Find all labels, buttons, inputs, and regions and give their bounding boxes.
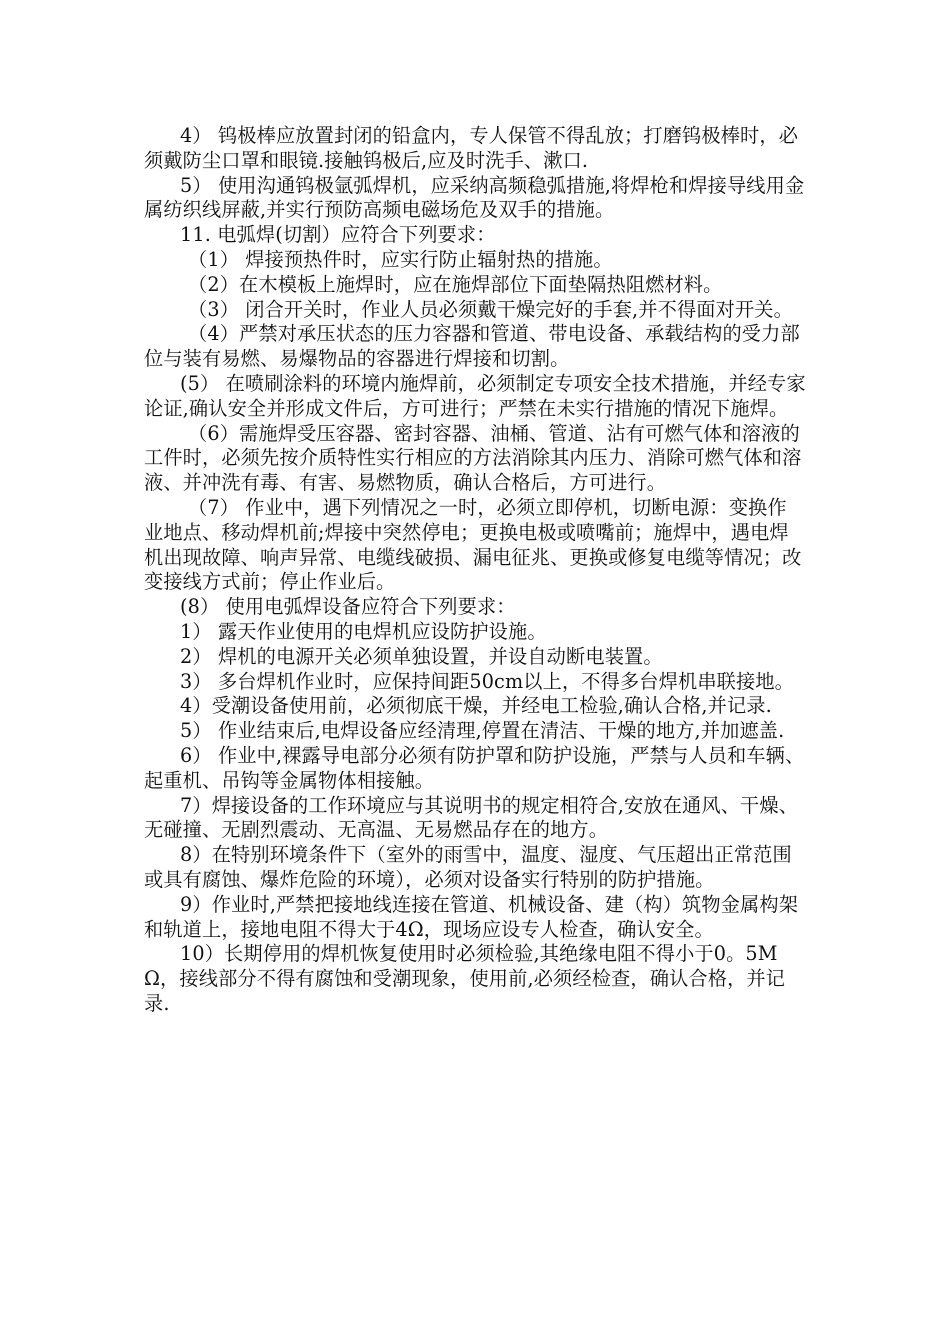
paragraph-item-1-preheat: （1） 焊接预热件时，应实行防止辐射热的措施。 xyxy=(188,247,613,271)
paragraph-item-2-wood-formwork: （2）在木模板上施焊时，应在施焊部位下面垫隔热阻燃材料。 xyxy=(188,272,723,296)
paragraph-item-4-tungsten: 4） 钨极棒应放置封闭的铅盒内，专人保管不得乱放；打磨钨极棒时，必须戴防尘口罩和眼镜.接触钨极后,应及时洗手、漱口. xyxy=(144,124,799,172)
paragraph-item-4-pressure-vessel: （4）严禁对承压状态的压力容器和管道、带电设备、承载结构的受力部位与装有易燃、易爆物品的容器进行焊接和切割。 xyxy=(144,322,800,371)
paragraph-sub-2-power-switch: 2） 焊机的电源开关必须单独设置，并设自动断电装置。 xyxy=(180,644,663,668)
paragraph-item-6-sealed-container: （6）需施焊受压容器、密封容器、油桶、管道、沾有可燃气体和溶液的工件时，必须先按介质特性实行相应的方法消除其内压力、消除可燃气体和溶液、并冲洗有毒、有害、易燃物质，确认合格后，方可进行。 xyxy=(144,421,802,495)
paragraph-sub-1-outdoor: 1） 露天作业使用的电焊机应设防护设施。 xyxy=(180,619,547,643)
paragraph-item-5-coating: (5） 在喷刷涂料的环境内施焊前，必须制定专项安全技术措施，并经专家论证,确认安全并形成文件后，方可进行；严禁在未实行措施的情况下施焊。 xyxy=(144,371,806,420)
paragraph-sub-9-grounding: 9）作业时,严禁把接地线连接在管道、机械设备、建（构）筑物金属构架和轨道上，接地电阻不得大于4Ω，现场应设专人检查，确认安全。 xyxy=(144,892,799,941)
paragraph-sub-5-cleanup: 5） 作业结束后,电焊设备应经清理,停置在清洁、干燥的地方,并加遮盖. xyxy=(180,719,785,743)
section-heading-11: 11. 电弧焊(切割）应符合下列要求： xyxy=(180,223,496,247)
paragraph-item-5-argon-arc: 5） 使用沟通钨极氩弧焊机，应采纳高频稳弧措施,将焊枪和焊接导线用金属纺织线屏蔽,并实行预防高频电磁场危及双手的措施。 xyxy=(144,173,805,222)
paragraph-sub-10-long-idle: 10）长期停用的焊机恢复使用时必须检验,其绝缘电阻不得小于0。5MΩ，接线部分不得有腐蚀和受潮现象，使用前,必须经检查，确认合格，并记录. xyxy=(144,942,786,1015)
document-page xyxy=(144,124,806,1017)
paragraph-sub-7-environment: 7）焊接设备的工作环境应与其说明书的规定相符合,安放在通风、干燥、无碰撞、无剧烈震动、无高温、无易燃品存在的地方。 xyxy=(144,793,799,842)
paragraph-sub-3-spacing: 3） 多台焊机作业时，应保持间距50cm以上，不得多台焊机串联接地。 xyxy=(180,669,795,693)
paragraph-sub-4-damp: 4）受潮设备使用前，必须彻底干燥，并经电工检验,确认合格,并记录. xyxy=(180,694,772,718)
paragraph-item-7-stop-machine: （7） 作业中，遇下列情况之一时，必须立即停机，切断电源：变换作业地点、移动焊机前;焊接中突然停电；更换电极或喷嘴前；施焊中，遇电焊机出现故障、响声异常、电缆线破损、漏电征兆、更换或修复电缆等情况；改变接线方式前；停止作业后。 xyxy=(144,495,802,594)
paragraph-item-8-equipment: (8） 使用电弧焊设备应符合下列要求： xyxy=(180,595,516,619)
paragraph-sub-8-special-conditions: 8）在特别环境条件下（室外的雨雪中，温度、湿度、气压超出正常范围或具有腐蚀、爆炸危险的环境），必须对设备实行特别的防护措施。 xyxy=(144,843,792,891)
paragraph-sub-6-exposed-parts: 6） 作业中,裸露导电部分必须有防护罩和防护设施，严禁与人员和车辆、起重机、吊钩等金属物体相接触。 xyxy=(144,743,805,792)
paragraph-item-3-switch: （3） 闭合开关时，作业人员必须戴干燥完好的手套,并不得面对开关。 xyxy=(188,297,793,321)
